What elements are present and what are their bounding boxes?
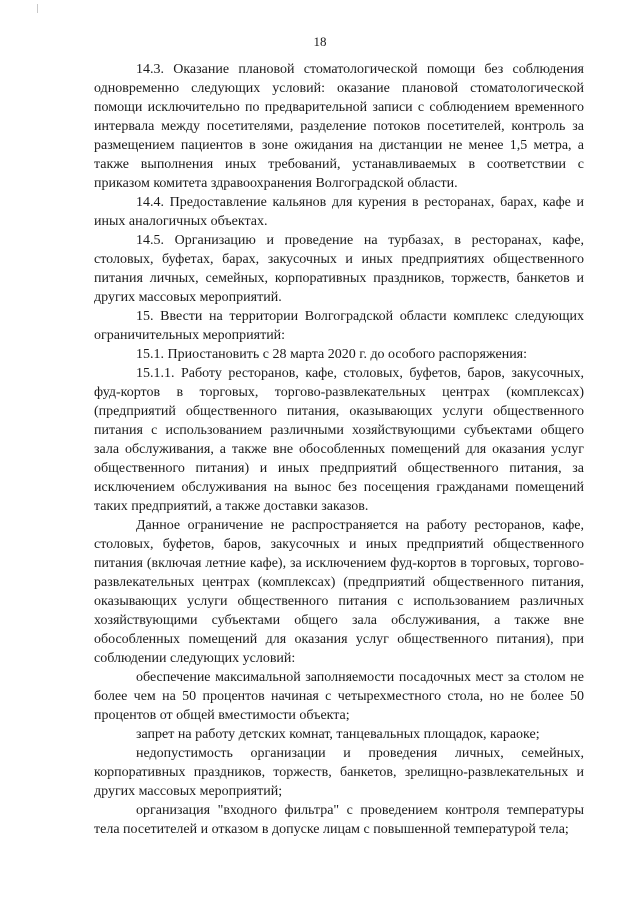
paragraph-14-5: 14.5. Организацию и проведение на турбазах, в ресторанах, кафе, столовых, буфетах, барах, закусочных и иных предприятиях общественного питания личных, семейных, корпоративных праздников, торжеств, банкетов и других массовых мероприятий. [94, 233, 584, 305]
condition-kids-rooms: запрет на работу детских комнат, танцевальных площадок, караоке; [136, 727, 540, 742]
condition-seating: обеспечение максимальной заполняемости посадочных мест за столом не более чем на 50 процентов начиная с четырехместного стола, но не более 50 процентов от общей вместимости объекта; [94, 670, 584, 723]
condition-events: недопустимость организации и проведения личных, семейных, корпоративных праздников, торжеств, банкетов, зрелищно-развлекательных и других массовых мероприятий; [94, 746, 584, 799]
paragraph-exception: Данное ограничение не распространяется на работу ресторанов, кафе, столовых, буфетов, баров, закусочных и иных предприятий общественного питания (включая летние кафе), за исключением фуд-кортов в торговых, торгово-развлекательных центрах (комплексах) (предприятий общественного питания, оказывающих услуги общественного питания с использованием различных хозяйствующими субъектами общего зала обслуживания, а также вне обособленных помещений для оказания услуг общественного питания), при соблюдении следующих условий: [94, 518, 584, 666]
document-body [94, 60, 584, 839]
paragraph-14-4: 14.4. Предоставление кальянов для курения в ресторанах, барах, кафе и иных аналогичных объектах. [94, 195, 584, 229]
paragraph-15-1-1: 15.1.1. Работу ресторанов, кафе, столовых, буфетов, баров, закусочных, фуд-кортов в торговых, торгово-развлекательных центрах (комплексах) (предприятий общественного питания, оказывающих услуги общественного питания с использованием различными хозяйствующими субъектами общего зала обслуживания, а также вне обособленных помещений для оказания услуг общественного питания) и иных предприятий общественного питания, за исключением обслуживания на вынос без посещения гражданами помещений таких предприятий, а также доставки заказов. [94, 366, 584, 514]
paragraph-14-3: 14.3. Оказание плановой стоматологической помощи без соблюдения одновременно следующих условий: оказание плановой стоматологической помощи исключительно по предварительной записи с соблюдением временного интервала между посетителями, разделение потоков посетителей, контроль за размещением пациентов в зоне ожидания на дистанции не менее 1,5 метра, а также выполнения иных требований, устанавливаемых в соответствии с приказом комитета здравоохранения Волгоградской области. [94, 62, 584, 191]
condition-entry-filter: организация "входного фильтра" с проведением контроля температуры тела посетителей и отказом в допуске лицам с повышенной температурой тела; [94, 803, 584, 837]
scan-mark [37, 4, 38, 13]
paragraph-15-1: 15.1. Приостановить с 28 марта 2020 г. до особого распоряжения: [136, 347, 528, 362]
page-number: 18 [313, 34, 327, 49]
paragraph-15: 15. Ввести на территории Волгоградской области комплекс следующих ограничительных мероприятий: [94, 309, 584, 343]
